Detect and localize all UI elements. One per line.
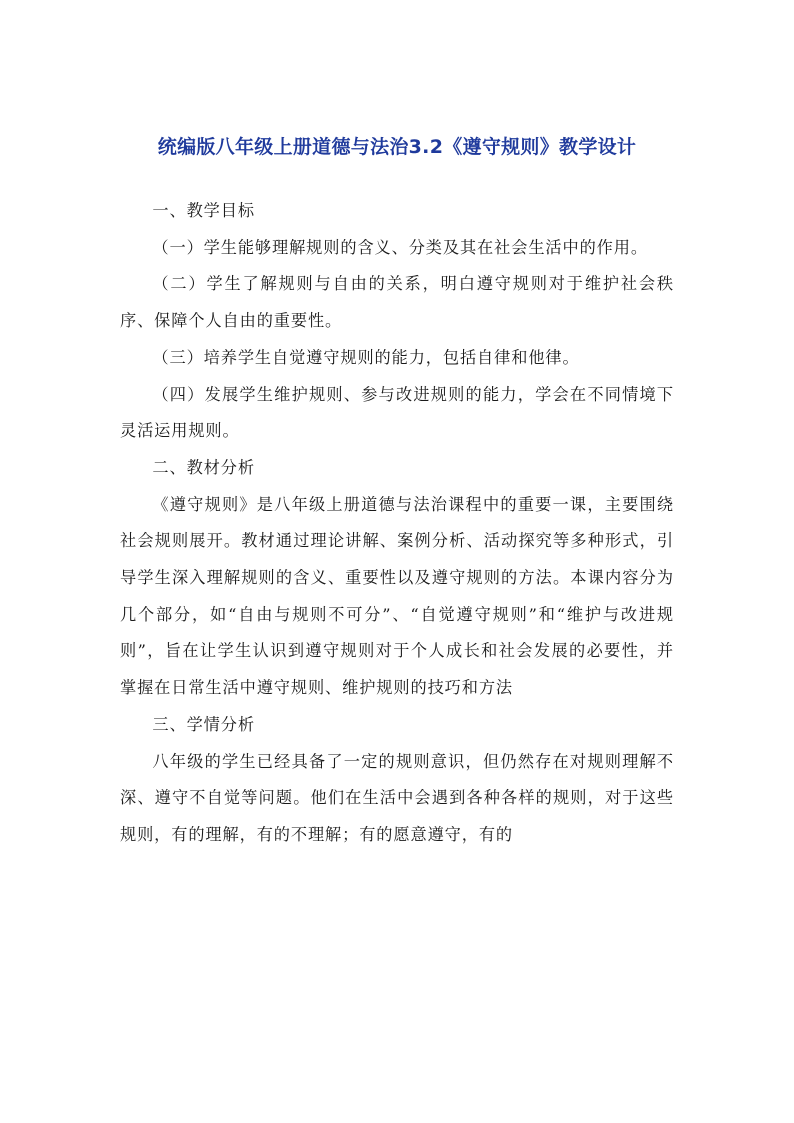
student-analysis-paragraph: 八年级的学生已经具备了一定的规则意识，但仍然存在对规则理解不深、遵守不自觉等问题。他们在生活中会遇到各种各样的规则，对于这些规则，有的理解，有的不理解；有的愿意遵守，有的 [120,751,674,844]
section-heading-student-analysis: 三、学情分析 [152,714,255,734]
document-body [120,193,674,854]
goal-paragraph-2: （二）学生了解规则与自由的关系，明白遵守规则对于维护社会秩序、保障个人自由的重要性。 [120,274,674,331]
goal-paragraph-1: （一）学生能够理解规则的含义、分类及其在社会生活中的作用。 [152,237,648,257]
textbook-analysis-paragraph: 《遵守规则》是八年级上册道德与法治课程中的重要一课，主要围绕社会规则展开。教材通过理论讲解、案例分析、活动探究等多种形式，引导学生深入理解规则的含义、重要性以及遵守规则的方法。本课内容分为几个部分，如“自由与规则不可分”、“自觉遵守规则”和“维护与改进规则”，旨在让学生认识到遵守规则对于个人成长和社会发展的必要性，并掌握在日常生活中遵守规则、维护规则的技巧和方法 [120,494,674,698]
section-heading-textbook-analysis: 二、教材分析 [152,457,255,477]
goal-paragraph-4: （四）发展学生维护规则、参与改进规则的能力，学会在不同情境下灵活运用规则。 [120,384,674,441]
document-title: 统编版八年级上册道德与法治3.2《遵守规则》教学设计 [157,136,637,158]
goal-paragraph-3: （三）培养学生自觉遵守规则的能力，包括自律和他律。 [152,347,580,367]
section-heading-teaching-goals: 一、教学目标 [152,201,255,220]
